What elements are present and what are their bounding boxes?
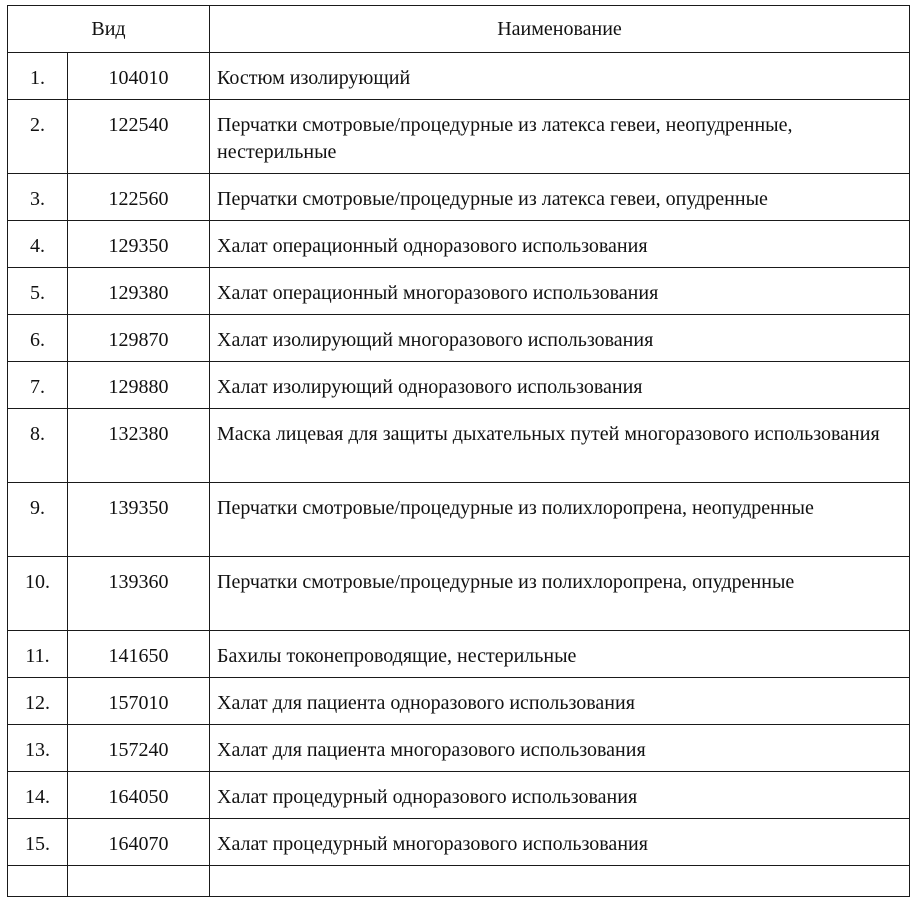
row-code: 104010	[68, 53, 210, 100]
row-code	[68, 866, 210, 897]
header-name: Наименование	[210, 6, 910, 53]
row-code: 129880	[68, 362, 210, 409]
table-row	[8, 315, 910, 362]
row-number: 13.	[8, 725, 68, 772]
table-row	[8, 409, 910, 483]
table-row	[8, 174, 910, 221]
row-name: Халат операционный одноразового использования	[210, 221, 910, 268]
table-row	[8, 772, 910, 819]
table-header-row	[8, 6, 910, 53]
table-row	[8, 53, 910, 100]
row-code: 157240	[68, 725, 210, 772]
row-number: 14.	[8, 772, 68, 819]
row-code: 132380	[68, 409, 210, 483]
row-number: 11.	[8, 631, 68, 678]
table-row	[8, 221, 910, 268]
row-number: 1.	[8, 53, 68, 100]
table-row	[8, 483, 910, 557]
row-name: Халат операционный многоразового использования	[210, 268, 910, 315]
row-code: 164050	[68, 772, 210, 819]
row-number: 7.	[8, 362, 68, 409]
device-types-table	[7, 5, 910, 897]
row-number: 4.	[8, 221, 68, 268]
row-name: Перчатки смотровые/процедурные из полихлоропрена, опудренные	[210, 557, 910, 631]
row-number: 15.	[8, 819, 68, 866]
row-code: 139360	[68, 557, 210, 631]
row-code: 139350	[68, 483, 210, 557]
row-number: 5.	[8, 268, 68, 315]
row-name: Перчатки смотровые/процедурные из латекса гевеи, опудренные	[210, 174, 910, 221]
row-name: Халат изолирующий многоразового использования	[210, 315, 910, 362]
row-code: 157010	[68, 678, 210, 725]
row-number: 6.	[8, 315, 68, 362]
row-code: 129870	[68, 315, 210, 362]
row-number: 8.	[8, 409, 68, 483]
row-name: Перчатки смотровые/процедурные из латекса гевеи, неопудренные, нестерильные	[210, 100, 910, 174]
row-number: 3.	[8, 174, 68, 221]
row-code: 129350	[68, 221, 210, 268]
row-code: 141650	[68, 631, 210, 678]
header-vid: Вид	[8, 6, 210, 53]
row-code: 122540	[68, 100, 210, 174]
row-name: Халат изолирующий одноразового использования	[210, 362, 910, 409]
table-row	[8, 725, 910, 772]
row-number: 2.	[8, 100, 68, 174]
row-number: 10.	[8, 557, 68, 631]
row-name: Халат процедурный многоразового использования	[210, 819, 910, 866]
table-row	[8, 268, 910, 315]
table-row	[8, 819, 910, 866]
table-row	[8, 678, 910, 725]
row-code: 164070	[68, 819, 210, 866]
row-name: Халат для пациента многоразового использования	[210, 725, 910, 772]
row-name: Халат процедурный одноразового использования	[210, 772, 910, 819]
row-name: Перчатки смотровые/процедурные из полихлоропрена, неопудренные	[210, 483, 910, 557]
row-name: Маска лицевая для защиты дыхательных путей многоразового использования	[210, 409, 910, 483]
row-name	[210, 866, 910, 897]
row-number: 9.	[8, 483, 68, 557]
row-code: 129380	[68, 268, 210, 315]
table-row	[8, 557, 910, 631]
table-row	[8, 362, 910, 409]
row-name: Халат для пациента одноразового использования	[210, 678, 910, 725]
table-row-continued	[8, 866, 910, 897]
row-name: Костюм изолирующий	[210, 53, 910, 100]
table-row	[8, 100, 910, 174]
row-number: 12.	[8, 678, 68, 725]
row-number	[8, 866, 68, 897]
row-name: Бахилы токонепроводящие, нестерильные	[210, 631, 910, 678]
row-code: 122560	[68, 174, 210, 221]
table-row	[8, 631, 910, 678]
